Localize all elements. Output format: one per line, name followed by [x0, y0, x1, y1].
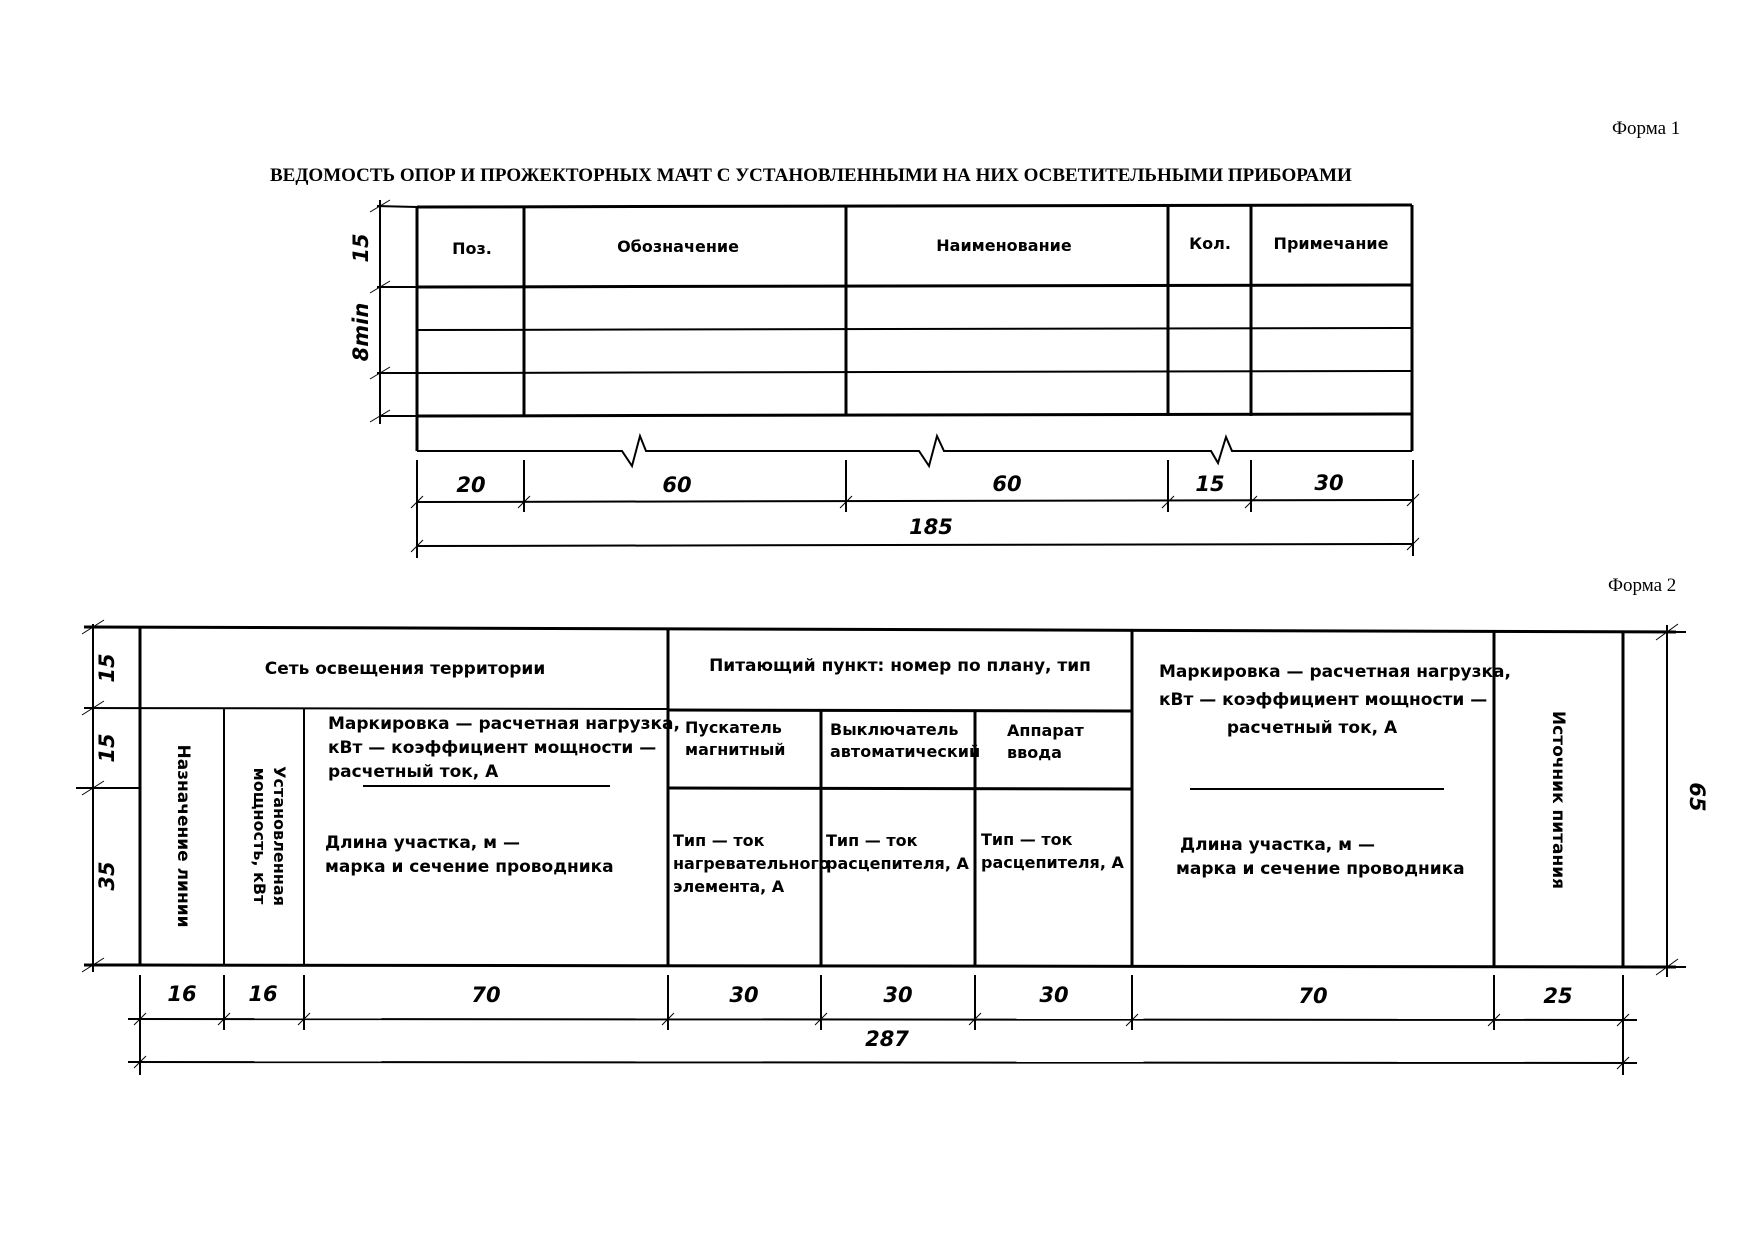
- form-2-width-starter: 30: [729, 983, 759, 1007]
- form-1-width-designation: 60: [662, 473, 692, 497]
- form-2-total-height: 65: [1685, 782, 1709, 812]
- form-1-header-height: 15: [349, 233, 373, 263]
- form-1-width-pos: 20: [456, 473, 486, 497]
- form-2-input-current-2: расцепителя, А: [981, 853, 1124, 872]
- form-1-header-name: Наименование: [936, 236, 1072, 255]
- form-2-input-current-1: Тип — ток: [981, 830, 1073, 849]
- form-2-marking-left-3: расчетный ток, А: [328, 762, 499, 782]
- form-2-marking-right-3: расчетный ток, А: [1226, 718, 1398, 738]
- form-2-marking-left-2: кВт — коэффициент мощности —: [328, 738, 657, 758]
- form-2-breaker-1: Выключатель: [830, 720, 959, 739]
- form-1-total-width: 185: [909, 515, 953, 539]
- form-1-row-height: 8min: [349, 302, 373, 362]
- form-2-width-breaker: 30: [883, 983, 913, 1007]
- form-2-width-marking-left: 70: [471, 983, 501, 1007]
- form-2-width-input: 30: [1039, 983, 1069, 1007]
- form-2-input-device-2: ввода: [1007, 743, 1062, 762]
- form-2-height-body: 35: [95, 861, 119, 891]
- form-2-group-supply: Питающий пункт: номер по плану, тип: [709, 656, 1091, 676]
- form-2-width-marking-right: 70: [1298, 984, 1328, 1008]
- form-2-height-header-1: 15: [95, 653, 119, 683]
- form-1-width-note: 30: [1314, 471, 1344, 495]
- form-2-marking-right-2: кВт — коэффициент мощности —: [1159, 690, 1488, 710]
- form-2-marking-left-1: Маркировка — расчетная нагрузка,: [328, 714, 680, 734]
- form-2-starter-current-1: Тип — ток: [673, 831, 765, 850]
- form-2-breaker-2: автоматический: [830, 742, 981, 761]
- form-1-label: Форма 1: [1612, 118, 1681, 139]
- form-1-header-designation: Обозначение: [617, 237, 739, 256]
- form-2-length-left-2: марка и сечение проводника: [325, 857, 614, 877]
- form-1-table: [370, 200, 1419, 558]
- form-2-marking-right-1: Маркировка — расчетная нагрузка,: [1159, 662, 1511, 682]
- form-2-col-power-line-2: мощность, кВт: [250, 767, 269, 905]
- form-2-width-source: 25: [1543, 984, 1573, 1008]
- form-2-starter-1: Пускатель: [685, 718, 782, 737]
- form-1-header-note: Примечание: [1273, 234, 1389, 253]
- form-2-breaker-current-1: Тип — ток: [826, 831, 918, 850]
- form-2-width-power: 16: [248, 982, 278, 1006]
- form-2-group-territory: Сеть освещения территории: [264, 659, 546, 679]
- form-2-col-source: Источник питания: [1548, 710, 1568, 890]
- form-2-breaker-current-2: расцепителя, А: [826, 854, 969, 873]
- form-2-total-width: 287: [865, 1027, 909, 1051]
- form-2-starter-current-2: нагревательного: [673, 854, 830, 873]
- form-2-length-right-2: марка и сечение проводника: [1176, 859, 1465, 879]
- form-2-length-right-1: Длина участка, м —: [1180, 835, 1375, 855]
- form-1-header-pos: Поз.: [452, 239, 492, 258]
- form-2-length-left-1: Длина участка, м —: [325, 833, 520, 853]
- form-1-width-qty: 15: [1195, 472, 1225, 496]
- form-2-height-header-2: 15: [95, 733, 119, 763]
- form-2-col-power-line-1: Установленная: [270, 766, 289, 906]
- form-2-width-purpose: 16: [167, 982, 197, 1006]
- document-title: ВЕДОМОСТЬ ОПОР И ПРОЖЕКТОРНЫХ МАЧТ С УСТАНОВЛЕННЫМИ НА НИХ ОСВЕТИТЕЛЬНЫМИ ПРИБОРАМИ: [270, 165, 1352, 186]
- form-2-label: Форма 2: [1608, 575, 1677, 596]
- form-2-starter-2: магнитный: [685, 740, 786, 759]
- form-2-col-purpose: Назначение линии: [173, 744, 193, 928]
- form-2-starter-current-3: элемента, А: [673, 877, 785, 896]
- form-1-width-name: 60: [992, 472, 1022, 496]
- form-1-header-qty: Кол.: [1189, 234, 1231, 253]
- form-2-input-device-1: Аппарат: [1007, 721, 1084, 740]
